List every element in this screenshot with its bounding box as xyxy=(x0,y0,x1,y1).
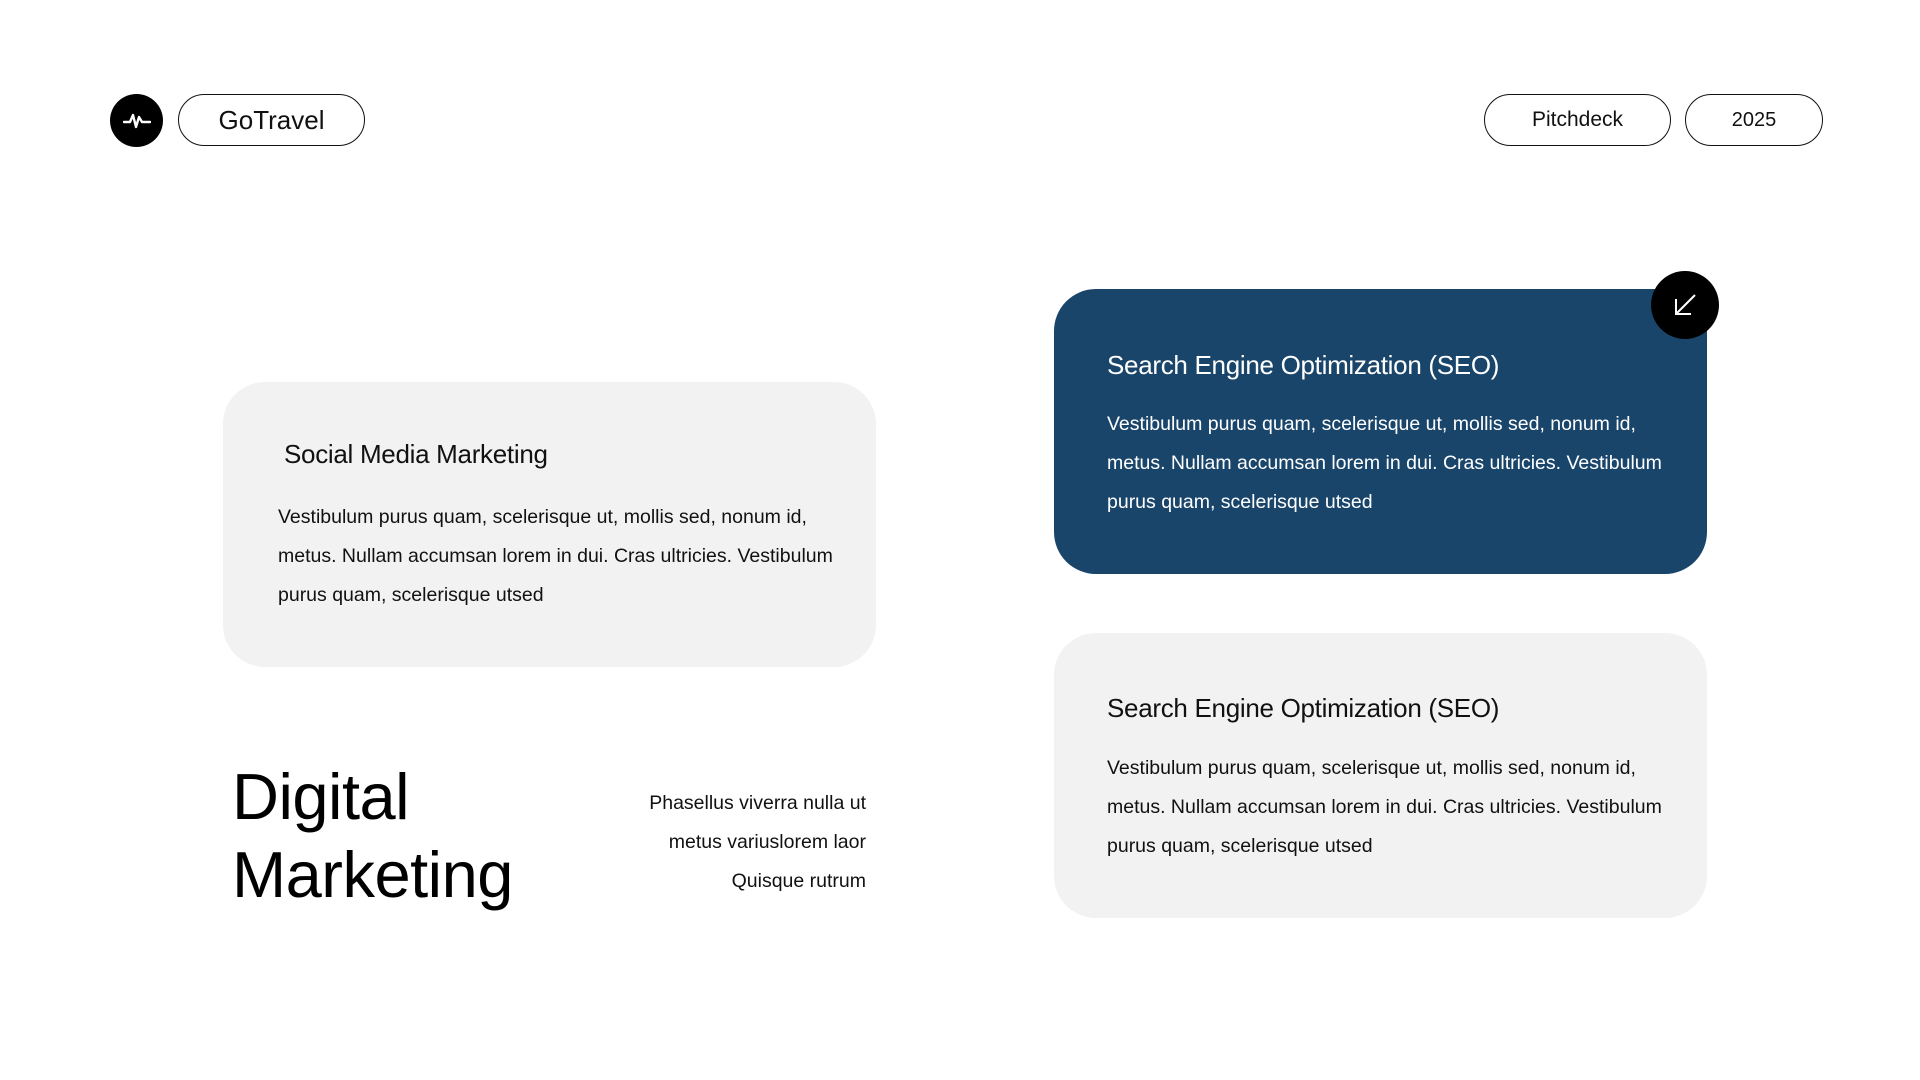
card-title: Social Media Marketing xyxy=(284,439,548,469)
pitchdeck-pill[interactable]: Pitchdeck xyxy=(1484,94,1671,146)
hero-title xyxy=(232,758,513,914)
card-body: Vestibulum purus quam, scelerisque ut, mollis sed, nonum id, metus. Nullam accumsan lorem in dui. Cras ultricies. Vestibulum purus quam, scelerisque utsed xyxy=(278,506,833,606)
card-seo xyxy=(1054,633,1707,918)
hero-title-line1: Digital xyxy=(232,760,410,833)
arrow-button[interactable] xyxy=(1651,271,1719,339)
side-line: Phasellus viverra nulla ut xyxy=(649,792,866,814)
card-body: Vestibulum purus quam, scelerisque ut, mollis sed, nonum id, metus. Nullam accumsan lorem in dui. Cras ultricies. Vestibulum purus quam, scelerisque utsed xyxy=(1107,413,1662,513)
year-pill[interactable]: 2025 xyxy=(1685,94,1823,146)
card-title: Search Engine Optimization (SEO) xyxy=(1107,693,1500,723)
side-line: Quisque rutrum xyxy=(731,870,866,892)
side-line: metus variuslorem laor xyxy=(668,831,866,853)
card-body: Vestibulum purus quam, scelerisque ut, mollis sed, nonum id, metus. Nullam accumsan lorem in dui. Cras ultricies. Vestibulum purus quam, scelerisque utsed xyxy=(1107,757,1662,857)
pulse-icon xyxy=(123,111,151,131)
card-seo-highlighted xyxy=(1054,289,1707,574)
brand-pill[interactable]: GoTravel xyxy=(178,94,365,146)
card-title: Search Engine Optimization (SEO) xyxy=(1107,350,1500,380)
hero-title-line2: Marketing xyxy=(232,838,513,911)
hero-side-text xyxy=(560,784,866,901)
arrow-down-left-icon xyxy=(1671,291,1699,319)
logo xyxy=(110,94,163,147)
card-social-media xyxy=(223,382,876,667)
